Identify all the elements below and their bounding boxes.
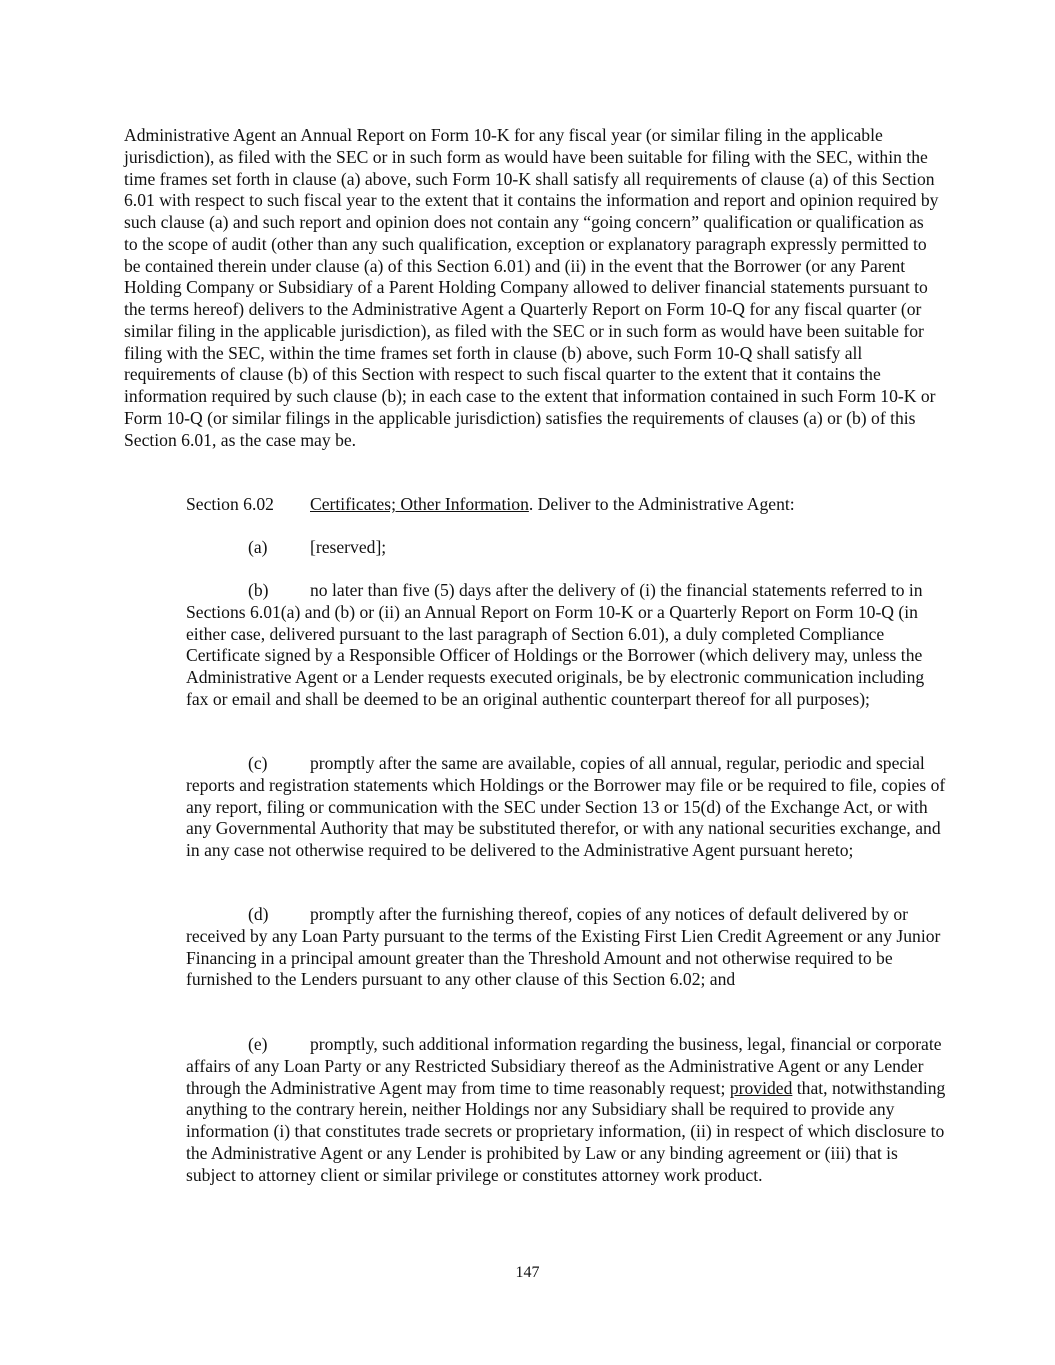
clause-text: promptly after the furnishing thereof, copies of any notices of default delivered by or received by any Loan Party pursuant to the terms of the Existing First Lien Credit Agreement or any Junior Financing in a principal amount greater than the Threshold Amount and not otherwise required to be furnished to the Lenders pursuant to any other clause of this Section 6.02; and [186, 904, 941, 990]
section-lead-text: . Deliver to the Administrative Agent: [528, 494, 795, 514]
clause-label: (d) [248, 904, 269, 924]
clause-label: (c) [248, 753, 268, 773]
clause-label: (a) [248, 537, 268, 557]
clause-label: (b) [248, 580, 269, 600]
section-title: Certificates; Other Information [310, 494, 529, 514]
provided-term: provided [729, 1077, 793, 1098]
clause-d [186, 904, 946, 991]
section-number: Section 6.02 [186, 494, 274, 514]
clause-text: no later than five (5) days after the delivery of (i) the financial statements referred to in Sections 6.01(a) and (b) or (ii) an Annual Report on Form 10-K or a Quarterly Report on Form 10-Q (in either case, delivered pursuant to the last paragraph of Section 6.01), a duly completed Compliance Certificate signed by a Responsible Officer of Holdings or the Borrower (which delivery may, unless the Administrative Agent or a Lender requests executed originals, be by electronic communication including fax or email and shall be deemed to be an original authentic counterpart thereof for all purposes); [186, 580, 925, 709]
clause-e [186, 1034, 946, 1186]
clause-text-after: that, notwithstanding anything to the contrary herein, neither Holdings nor any Subsidiary shall be required to provide any information (i) that constitutes trade secrets or proprietary information, (ii) in respect of which disclosure to the Administrative Agent or any Lender is prohibited by Law or any binding agreement or (iii) that is subject to attorney client or similar privilege or constitutes attorney work product. [186, 1077, 946, 1185]
clause-a [186, 537, 946, 559]
clause-text: promptly after the same are available, copies of all annual, regular, periodic and special reports and registration statements which Holdings or the Borrower may file or be required to file, copies of any report, filing or communication with the SEC under Section 13 or 15(d) of the Exchange Act, or with any Governmental Authority that may be substituted therefor, or with any national securities exchange, and in any case not otherwise required to be delivered to the Administrative Agent pursuant hereto; [186, 753, 946, 860]
clause-text-before: promptly, such additional information regarding the business, legal, financial or corporate affairs of any Loan Party or any Restricted Subsidiary thereof as the Administrative Agent or any Lender through the Administrative Agent may from time to time reasonably request; [186, 1034, 942, 1098]
continuation-paragraph: Administrative Agent an Annual Report on Form 10-K for any fiscal year (or similar filing in the applicable jurisdiction), as filed with the SEC or in such form as would have been suitable for filing with the SEC, within the time frames set forth in clause (a) above, such Form 10-K shall satisfy all requirements of clause (a) of this Section 6.01 with respect to such fiscal year to the extent that it contains the information and report and opinion required by such clause (a) and such report and opinion does not contain any “going concern” qualification or qualification as to the scope of audit (other than any such qualification, exception or explanatory paragraph expressly permitted to be contained therein under clause (a) of this Section 6.01) and (ii) in the event that the Borrower (or any Parent Holding Company or Subsidiary of a Parent Holding Company allowed to deliver financial statements pursuant to the terms hereof) delivers to the Administrative Agent a Quarterly Report on Form 10-Q for any fiscal quarter (or similar filing in the applicable jurisdiction), as filed with the SEC or in such form as would have been suitable for filing with the SEC, within the time frames set forth in clause (b) above, such Form 10-Q shall satisfy all requirements of clause (b) of this Section with respect to such fiscal quarter to the extent that it contains the information required by such clause (b); in each case to the extent that information contained in such Form 10-K or Form 10-Q (or similar filings in the applicable jurisdiction) satisfies the requirements of clauses (a) or (b) of this Section 6.01, as the case may be. [124, 125, 939, 450]
clause-label: (e) [248, 1034, 268, 1054]
clause-text: [reserved]; [310, 537, 387, 557]
clause-c [186, 753, 946, 862]
section-heading [186, 494, 946, 516]
clause-b [186, 580, 946, 711]
page-number: 147 [515, 1264, 540, 1281]
